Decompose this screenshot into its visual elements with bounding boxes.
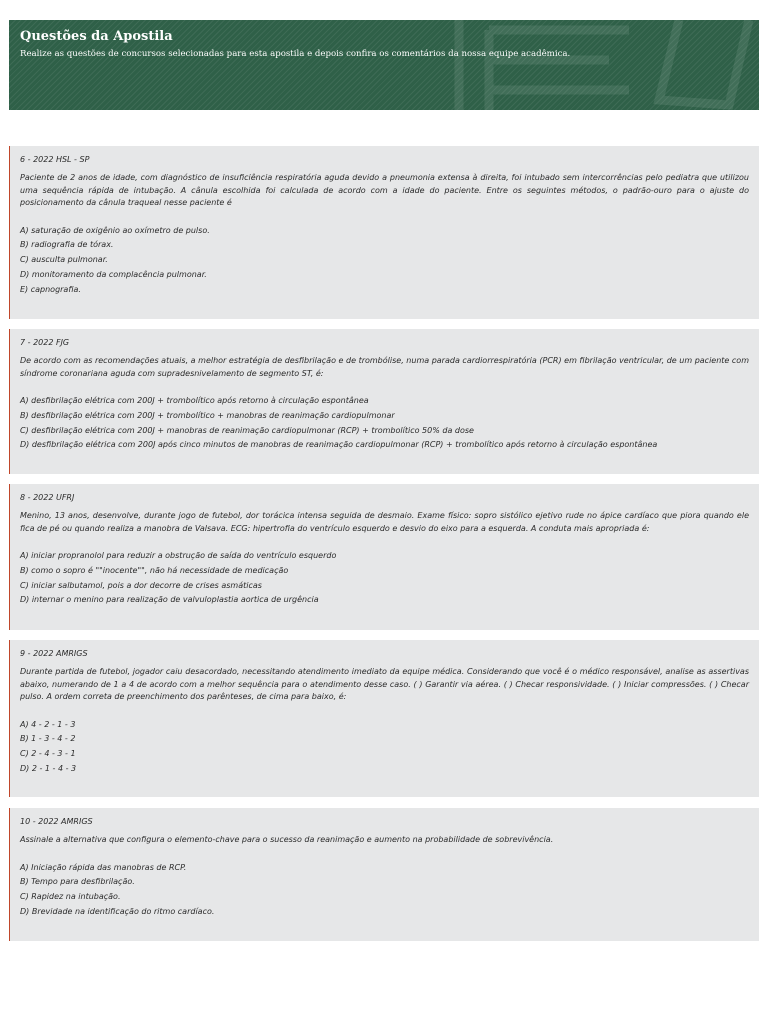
- answer-option: B) radiografia de tórax.: [20, 240, 114, 250]
- question-card: [9, 329, 759, 474]
- page-subtitle: Realize as questões de concursos selecionadas para esta apostila e depois confira os comentários da nossa equipe acadêmica.: [20, 49, 571, 59]
- answer-option: A) desfibrilação elétrica com 200J + trombolítico após retorno à circulação espontânea: [20, 396, 369, 405]
- question-card: [9, 484, 759, 630]
- question-stem: Paciente de 2 anos de idade, com diagnóstico de insuficiência respiratória aguda devido a pneumonia extensa à direita, foi intubado sem intercorrências pelo pediatra que utilizou uma sequência rápida de intubação. A cânula escolhida foi calculada de acordo com a idade do paciente. Entre os seguintes métodos, o padrão-ouro para o ajuste do posicionamento da cânula traqueal nesse paciente é: [20, 173, 749, 207]
- question-header: 9 - 2022 AMRIGS: [20, 649, 88, 658]
- banner-decoration: [429, 20, 759, 110]
- answer-option: A) 4 - 2 - 1 - 3: [20, 719, 76, 729]
- answer-option: A) Iniciação rápida das manobras de RCP.: [20, 862, 187, 872]
- question-header: 10 - 2022 AMRIGS: [20, 817, 93, 826]
- answer-option: C) iniciar salbutamol, pois a dor decorre de crises asmáticas: [20, 580, 262, 590]
- question-stem: Menino, 13 anos, desenvolve, durante jogo de futebol, dor torácica intensa seguida de desmaio. Exame físico: sopro sistólico ejetivo rude no ápice cardíaco que piora quando ele fica de pé ou quando realiza a manobra de Valsava. ECG: hipertrofia do ventrículo esquerdo e desvio do eixo para a esquerda. A conduta mais apropriada é:: [20, 511, 749, 533]
- question-header: 7 - 2022 FJG: [20, 338, 70, 347]
- question-stem: Durante partida de futebol, jogador caiu desacordado, necessitando atendimento imediato da equipe médica. Considerando que você é o médico responsável, analise as assertivas abaixo, numerando de 1 a 4 de acordo com a melhor sequência para o atendimento desse caso. ( ) Garantir via aérea. ( ) Checar responsividade. ( ) Iniciar compressões. ( ) Checar pulso. A ordem correta de preenchimento dos parênteses, de cima para baixo, é:: [20, 667, 749, 701]
- answer-option: B) 1 - 3 - 4 - 2: [20, 734, 76, 744]
- question-options: [20, 224, 749, 298]
- answer-option: D) 2 - 1 - 4 - 3: [20, 763, 77, 773]
- question-stem: Assinale a alternativa que configura o elemento-chave para o sucesso da reanimação e aumento na probabilidade de sobrevivência.: [20, 835, 554, 844]
- question-card: [9, 640, 759, 797]
- answer-option: A) iniciar propranolol para reduzir a obstrução de saída do ventrículo esquerdo: [20, 551, 337, 560]
- answer-option: C) Rapidez na intubação.: [20, 892, 121, 902]
- header-banner: [9, 20, 759, 110]
- answer-option: A) saturação de oxigênio ao oxímetro de pulso.: [20, 225, 210, 235]
- answer-option: C) desfibrilação elétrica com 200J + manobras de reanimação cardiopulmonar (RCP) + trombolítico 50% da dose: [20, 425, 474, 435]
- question-stem: De acordo com as recomendações atuais, a melhor estratégia de desfibrilação e de trombólise, numa parada cardiorrespiratória (PCR) em fibrilação ventricular, de um paciente com síndrome coronariana aguda com supradesnivelamento de segmento ST, é:: [20, 356, 749, 378]
- answer-option: C) 2 - 4 - 3 - 1: [20, 749, 76, 759]
- question-options: [20, 549, 749, 608]
- question-options: [20, 394, 749, 453]
- question-options: [20, 718, 749, 777]
- answer-option: B) Tempo para desfibrilação.: [20, 877, 135, 887]
- answer-option: D) monitoramento da complacência pulmonar.: [20, 269, 207, 279]
- answer-option: D) internar o menino para realização de valvuloplastia aortica de urgência: [20, 595, 319, 605]
- answer-option: D) Brevidade na identificação do ritmo cardíaco.: [20, 906, 215, 916]
- question-header: 6 - 2022 HSL - SP: [20, 155, 90, 164]
- answer-option: B) desfibrilação elétrica com 200J + trombolítico + manobras de reanimação cardiopulmonar: [20, 410, 395, 420]
- answer-option: C) ausculta pulmonar.: [20, 255, 108, 265]
- question-header: 8 - 2022 UFRJ: [20, 493, 75, 502]
- question-card: [9, 808, 759, 941]
- answer-option: D) desfibrilação elétrica com 200J após cinco minutos de manobras de reanimação cardiopulmonar (RCP) + trombolítico após retorno à circulação espontânea: [20, 440, 658, 450]
- question-options: [20, 861, 749, 920]
- answer-option: E) capnografia.: [20, 284, 81, 294]
- page-title: Questões da Apostila: [20, 29, 173, 44]
- question-card: [9, 146, 759, 319]
- answer-option: B) como o sopro é ""inocente"", não há necessidade de medicação: [20, 565, 289, 575]
